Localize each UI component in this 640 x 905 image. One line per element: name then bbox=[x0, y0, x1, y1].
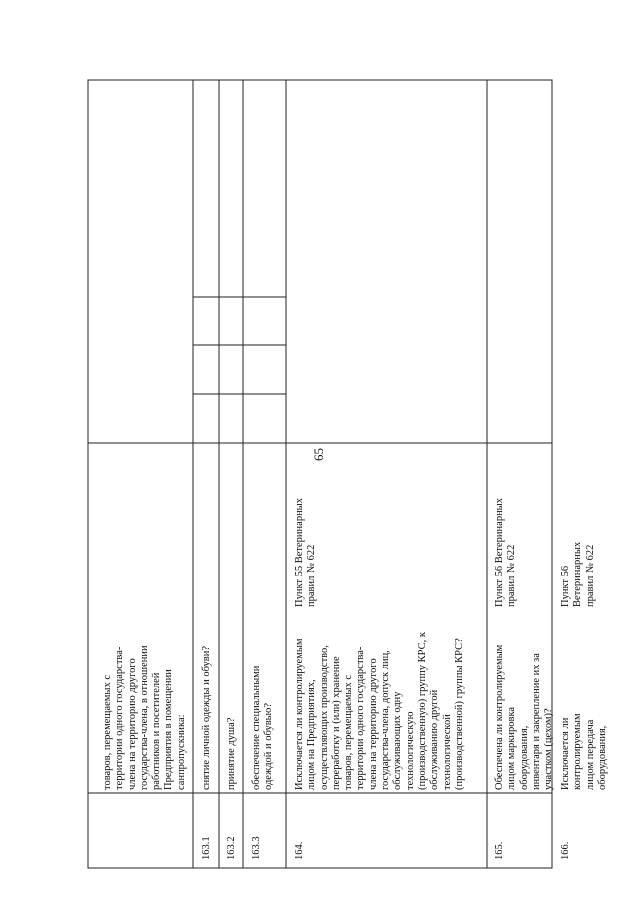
item-number-163-2: 163.2 bbox=[226, 836, 237, 860]
question-163-1: снятие личной одежды и обуви? bbox=[201, 645, 212, 790]
question-163-2: принятие душа? bbox=[226, 717, 237, 790]
question-165: Обеспечена ли контролируемым лицом маркировка оборудования, инвентаря и закрепление их за участком (цехом)? bbox=[494, 644, 555, 790]
question-166: Исключается ли контролируемым лицом передача оборудования, bbox=[560, 713, 608, 790]
item-number-163-3: 163.3 bbox=[251, 836, 262, 860]
item-number-165: 165. bbox=[494, 841, 505, 860]
question-164: Исключается ли контролируемым лицом на Предприятиях, осуществляющих производство, переработку и (или) хранение товаров, перемещаемых с территории одного государства- члена на территорию другого государства-члена, допуск лиц, обслуживающих одну технологическую (производственную) группу КРС, к обслуживанию другой технологической (производственной) группы КРС? bbox=[294, 632, 465, 790]
reference-164: Пункт 55 Ветеринарных правил № 622 bbox=[294, 498, 318, 607]
item-number-164: 164. bbox=[294, 841, 305, 860]
question-163-3: обеспечение специальными одеждой и обувью? bbox=[251, 665, 275, 790]
reference-166: Пункт 56 Ветеринарных правил № 622 bbox=[560, 541, 596, 607]
page-number: 65 bbox=[311, 448, 326, 461]
question-163-continued: товаров, перемещаемых с территории одного государства- члена на территорию другого государства-члена, в отношении работников и посетителей Предприятия в помещении санпропускника: bbox=[102, 645, 187, 790]
item-number-163-1: 163.1 bbox=[201, 836, 212, 860]
reference-165: Пункт 56 Ветеринарных правил № 622 bbox=[494, 498, 518, 607]
item-number-166: 166. bbox=[560, 841, 571, 860]
